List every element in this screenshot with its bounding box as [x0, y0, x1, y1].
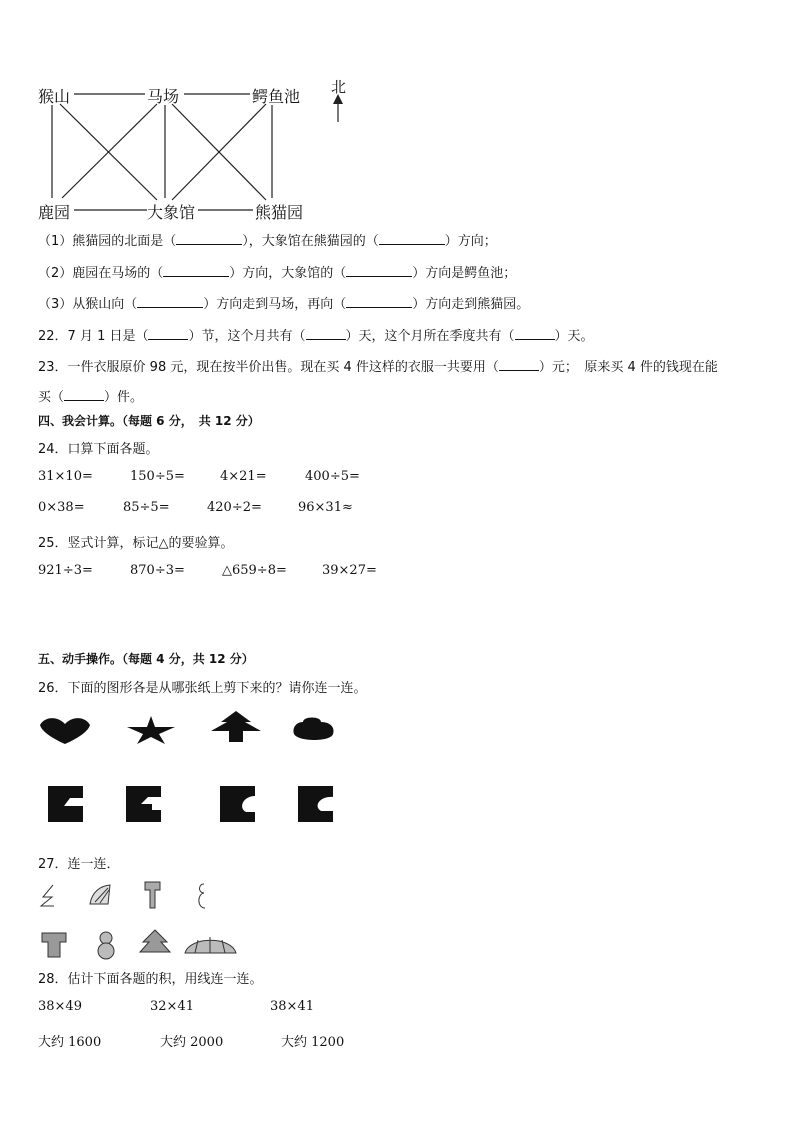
place-elephant-hall: 大象馆	[147, 203, 196, 222]
heart-shape-icon	[40, 718, 90, 744]
q21-line1: （1）熊猫园的北面是（ ），大象馆在熊猫园的（ ）方向；	[38, 234, 497, 249]
q28-r2-c1: 大约 1600	[38, 1035, 102, 1050]
half-tree-icon	[41, 885, 54, 906]
q21-line3: （3）从猴山向（ ）方向走到马场，再向（ ）方向走到熊猫园。	[38, 297, 530, 312]
q21-line2: （2）鹿园在马场的（ ）方向，大象馆的（ ）方向是鳄鱼池；	[38, 266, 517, 281]
map-lines	[0, 0, 794, 230]
paper-sheet-3-icon	[220, 786, 255, 822]
q24-r1-c2: 150÷5=	[130, 469, 185, 484]
paper-sheets	[48, 786, 333, 822]
q23-line1: 23．一件衣服原价 98 元，现在按半价出售。现在买 4 件这样的衣服一共要用（ ）元； 原来买 4 件的钱现在能	[38, 360, 718, 375]
q24-r2-c2: 85÷5=	[123, 500, 170, 515]
umbrella-icon	[185, 937, 236, 953]
q25-c2: 870÷3=	[130, 563, 185, 578]
snowman-body-icon	[98, 943, 114, 959]
north-label: 北	[331, 78, 347, 96]
section4-heading: 四、我会计算。（每题 6 分， 共 12 分）	[38, 414, 260, 428]
paper-sheet-2-icon	[126, 786, 161, 822]
q24-r2-c3: 420÷2=	[207, 500, 262, 515]
q23-line2: 买（ ）件。	[38, 390, 144, 405]
q25-c3: △659÷8=	[222, 563, 287, 578]
q24-r1-c4: 400÷5=	[305, 469, 360, 484]
q28-r1-c3: 38×41	[270, 999, 314, 1014]
q28-r1-c1: 38×49	[38, 999, 82, 1014]
star-shape-icon	[127, 716, 175, 744]
q26-title: 26．下面的图形各是从哪张纸上剪下来的？请你连一连。	[38, 681, 367, 696]
place-panda-park: 熊猫园	[255, 203, 304, 222]
paper-sheet-4-icon	[298, 786, 333, 822]
q25-c1: 921÷3=	[38, 563, 93, 578]
q27-title: 27．连一连．	[38, 857, 120, 872]
q28-title: 28．估计下面各题的积，用线连一连。	[38, 972, 263, 987]
paper-sheet-1-icon	[48, 786, 83, 822]
place-monkey-hill: 猴山	[38, 87, 71, 106]
place-horse-field: 马场	[147, 87, 180, 106]
q24-r1-c1: 31×10=	[38, 469, 93, 484]
q24-r2-c4: 96×31≈	[298, 500, 353, 515]
snowman-head-icon	[100, 932, 112, 944]
q28-r1-c2: 32×41	[150, 999, 194, 1014]
pine-tree-icon	[140, 930, 170, 952]
cloud-shape-icon	[293, 718, 333, 741]
half-umbrella-icon	[90, 885, 110, 904]
place-deer-park: 鹿园	[38, 203, 71, 222]
q28-r2-c2: 大约 2000	[160, 1035, 224, 1050]
section5-heading: 五、动手操作。（每题 4 分，共 12 分）	[38, 652, 254, 666]
tree-shape-icon	[211, 711, 261, 742]
q22: 22．7 月 1 日是（ ）节，这个月共有（ ）天，这个月所在季度共有（ ）天。	[38, 329, 594, 344]
half-house-icon	[145, 882, 160, 908]
q24-title: 24．口算下面各题。	[38, 442, 159, 457]
house-icon	[42, 933, 66, 957]
place-crocodile-pool: 鳄鱼池	[252, 87, 301, 106]
half-snowman-icon	[199, 884, 205, 908]
q24-r1-c3: 4×21=	[220, 469, 267, 484]
q24-r2-c1: 0×38=	[38, 500, 85, 515]
q28-r2-c3: 大约 1200	[281, 1035, 345, 1050]
q25-title: 25．竖式计算，标记△的要验算。	[38, 536, 234, 551]
q25-c4: 39×27=	[322, 563, 377, 578]
